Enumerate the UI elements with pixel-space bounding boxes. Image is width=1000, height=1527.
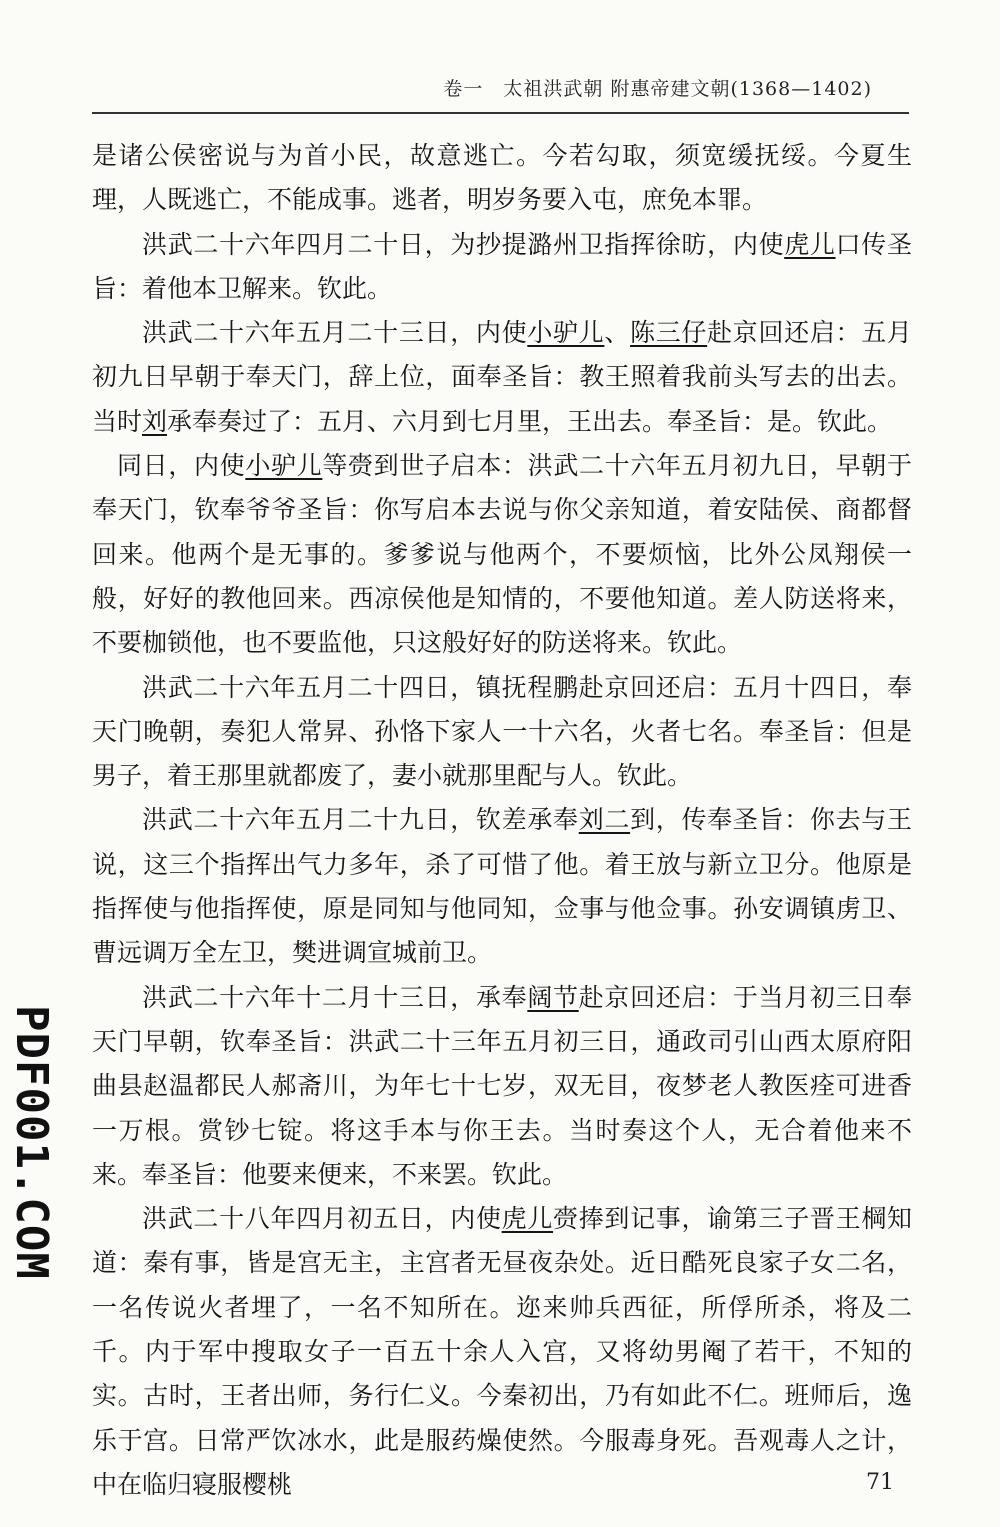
text-run: 赴京回还启：于当月初三日奉天门早朝，钦奉圣旨：洪武二十三年五月初三日，通政司引山西太原府阳曲县赵温都民人郝斋川，为年七十七岁，双无目，夜梦老人教医痊可进香一万根。赏钞七锭。将这手本与你王去。当时奏这个人，无合着他来不来。奉圣旨：他要来便来，不来罢。钦此。	[92, 982, 912, 1189]
paragraph	[92, 976, 912, 1197]
paragraph	[92, 1197, 912, 1507]
paragraph	[92, 134, 912, 223]
header-rule	[92, 112, 909, 114]
text-run: 洪武二十六年五月二十三日，内使	[142, 318, 528, 348]
text-run: 洪武二十六年五月二十九日，钦差承奉	[142, 805, 579, 835]
page-number: 71	[866, 1470, 894, 1495]
underlined-name: 小驴儿	[245, 451, 323, 481]
underlined-name: 刘	[142, 406, 168, 436]
text-run: 、	[604, 318, 631, 348]
underlined-name: 刘二	[578, 805, 631, 835]
paragraph	[92, 444, 912, 665]
text-run: 口传圣旨：着他本卫解来。钦此。	[92, 229, 912, 303]
paragraph	[92, 666, 912, 799]
underlined-name: 陈三仔	[630, 318, 708, 348]
text-run: 是诸公侯密说与为首小民，故意逃亡。今若勾取，须宽缓抚绥。今夏生理，人既逃亡，不能成事。逃者，明岁务要入屯，庶免本罪。	[92, 141, 912, 215]
text-run: 洪武二十六年四月二十日，为抄提潞州卫指挥徐昉，内使	[142, 229, 785, 259]
text-run: 洪武二十六年十二月十三日，承奉	[142, 982, 528, 1012]
text-run: 到，传奉圣旨：你去与王说，这三个指挥出气力多年，杀了可惜了他。着王放与新立卫分。他原是指挥使与他指挥使，原是同知与他同知，佥事与他佥事。孙安调镇虏卫、曹远调万全左卫，樊进调宣城前卫。	[92, 805, 912, 968]
text-run: 洪武二十六年五月二十四日，镇抚程鹏赴京回还启：五月十四日，奉天门晚朝，奏犯人常昇、孙恪下家人一十六名，火者七名。奉圣旨：但是男子，着王那里就都废了，妻小就那里配与人。钦此。	[92, 672, 912, 791]
underlined-name: 虎儿	[784, 229, 836, 259]
paragraph	[92, 798, 912, 975]
running-header: 卷一 太祖洪武朝 附惠帝建文朝(1368—1402)	[443, 78, 872, 100]
body-text	[92, 134, 912, 1507]
text-run: 洪武二十八年四月初五日，内使	[142, 1204, 502, 1234]
text-run: 同日，内使	[117, 451, 246, 481]
watermark: PDF001.COM	[6, 1005, 57, 1280]
paragraph	[92, 223, 912, 312]
text-run: 赍捧到记事，谕第三子晋王棡知道：秦有事，皆是宫无主，主宫者无昼夜杂处。近日酷死良家子女二名，一名传说火者埋了，一名不知所在。迩来帅兵西征，所俘所杀，将及二千。内于军中搜取女子一百五十余人入宫，又将幼男阉了若干，不知的实。古时，王者出师，务行仁义。今秦初出，乃有如此不仁。班师后，逸乐于宫。日常严饮冰水，此是服药燥使然。今服毒身死。吾观毒人之计，中在临归寝服樱桃	[92, 1204, 912, 1499]
text-run: 等赍到世子启本：洪武二十六年五月初九日，早朝于奉天门，钦奉爷爷圣旨：你写启本去说与你父亲知道，着安陆侯、商都督回来。他两个是无事的。爹爹说与他两个，不要烦恼，比外公凤翔侯一般，好好的教他回来。西凉侯他是知情的，不要他知道。差人防送将来，不要枷锁他，也不要监他，只这般好好的防送将来。钦此。	[92, 451, 912, 658]
underlined-name: 虎儿	[501, 1204, 554, 1234]
text-run: 赴京回还启：五月初九日早朝于奉天门，辞上位，面奉圣旨：教王照着我前头写去的出去。当时	[92, 318, 912, 436]
text-run: 承奉奏过了：五月、六月到七月里，王出去。奉圣旨：是。钦此。	[167, 406, 893, 436]
paragraph	[92, 311, 912, 444]
underlined-name: 小驴儿	[527, 318, 605, 348]
underlined-name: 阔节	[527, 982, 579, 1012]
